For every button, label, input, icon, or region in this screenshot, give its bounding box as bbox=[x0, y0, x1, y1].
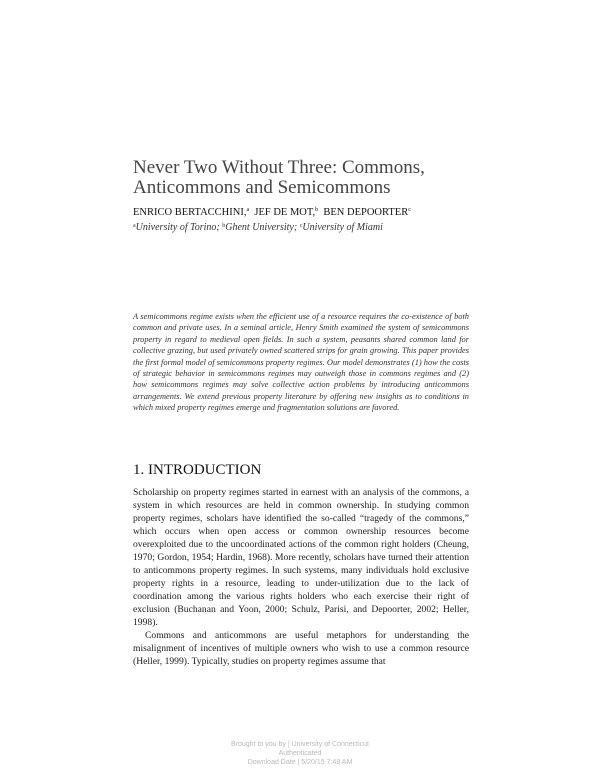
author-mark: b bbox=[315, 207, 319, 213]
author-mark: c bbox=[408, 207, 411, 213]
paragraph: Commons and anticommons are useful metaphors for understanding the misalignment of incentives of multiple owners who wish to use a common resource (Heller, 1999). Typically, studies on property regimes assume that bbox=[133, 630, 469, 667]
body-text bbox=[133, 486, 469, 668]
paper-title bbox=[133, 158, 483, 198]
affiliation-mark: c bbox=[299, 223, 303, 229]
watermark-line: Brought to you by | University of Connecticut bbox=[231, 741, 369, 748]
watermark-line: Download Date | 5/20/15 7:48 AM bbox=[247, 759, 353, 766]
author-name: JEF DE MOT, bbox=[254, 207, 316, 218]
author-name: ENRICO BERTACCHINI, bbox=[133, 207, 247, 218]
affiliation-name: University of Miami bbox=[302, 222, 383, 233]
affiliation-name: Ghent University; bbox=[225, 222, 298, 233]
abstract: A semicommons regime exists when the efficient use of a resource requires the co-existence of both common and private uses. In a seminal article, Henry Smith examined the system of semicommons property in regard to medieval open fields. In such a system, peasants shared common land for collective grazing, but used privately owned scattered strips for grain growing. This paper provides the first formal model of semicommons property regimes. Our model demonstrates (1) how the costs of strategic behavior in semicommons regimes may outweigh those in commons regimes and (2) how semicommons regimes may solve collective action problems by introducing anticommons arrangements. We extend previous property literature by offering new insights as to conditions in which mixed property regimes emerge and fragmentation solutions are favored. bbox=[133, 312, 469, 413]
affiliation-mark: a bbox=[133, 223, 136, 229]
author-list bbox=[133, 207, 493, 218]
title-line-2: Anticommons and Semicommons bbox=[133, 177, 391, 198]
author-mark: a bbox=[246, 207, 250, 213]
download-watermark bbox=[0, 740, 600, 767]
affiliation-name: University of Torino; bbox=[135, 222, 220, 233]
affiliation-list bbox=[133, 222, 493, 233]
title-line-1: Never Two Without Three: Commons, bbox=[133, 157, 425, 178]
watermark-line: Authenticated bbox=[278, 750, 322, 757]
author-name: BEN DEPOORTER bbox=[323, 207, 409, 218]
section-heading: 1. INTRODUCTION bbox=[133, 462, 262, 478]
paragraph: Scholarship on property regimes started in earnest with an analysis of the commons, a system in which resources are held in common ownership. In studying common property regimes, scholars have identified the so-called “tragedy of the commons,” which occurs when open access or common ownership resources become overexploited due to the uncoordinated actions of the common right holders (Cheung, 1970; Gordon, 1954; Hardin, 1968). More recently, scholars have turned their attention to anticommons property regimes. In such systems, many individuals hold exclusive property rights in a resource, leading to under-utilization due to the lack of coordination among the various rights holders who each exercise their right of exclusion (Buchanan and Yoon, 2000; Schulz, Parisi, and Depoorter, 2002; Heller, 1998). bbox=[133, 487, 469, 628]
affiliation-mark: b bbox=[222, 223, 226, 229]
